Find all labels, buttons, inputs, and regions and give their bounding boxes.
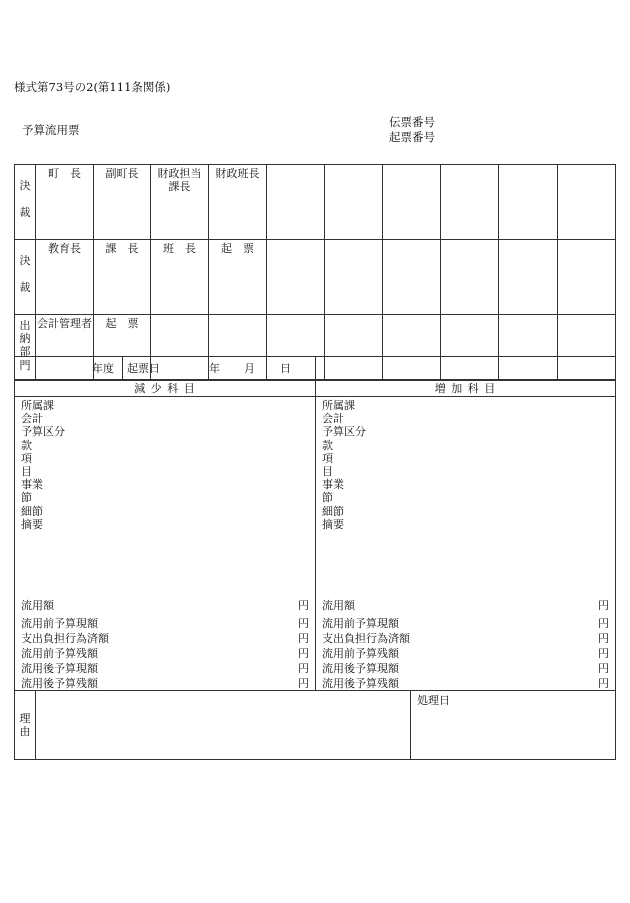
approval-row-2 <box>15 240 616 315</box>
increase-header: 増 加 科 目 <box>316 381 616 397</box>
approval-row-1 <box>15 165 616 240</box>
fiscal-year-label: 年度 <box>92 361 114 375</box>
decrease-section[interactable]: 所属課 会計 予算区分 款 項 目 事業 節 細節 摘要 流用額 円 流用前予算現額 円 支出負担行為済額 円 流用前予算残額 円 流用後予算現額 円 流用後予算残額 円 <box>15 397 316 691</box>
kihyo-number-label: 起票番号 <box>389 130 435 144</box>
section-header-row <box>15 381 616 397</box>
decrease-field-list: 所属課 会計 予算区分 款 項 目 事業 節 細節 摘要 <box>21 399 65 531</box>
suito-bumon-label: 出 納 部 門 <box>15 315 36 380</box>
approval-empty-cell[interactable] <box>325 240 383 315</box>
increase-section[interactable]: 所属課 会計 予算区分 款 項 目 事業 節 細節 摘要 流用額 円 流用前予算現額 円 支出負担行為済額 円 流用前予算残額 円 流用後予算現額 円 流用後予算残額 円 <box>316 397 616 691</box>
approval-empty-cell[interactable] <box>558 240 616 315</box>
approver-mayor[interactable]: 町 長 <box>36 165 94 240</box>
approver-drafter[interactable]: 起 票 <box>209 240 267 315</box>
approval-empty-cell[interactable] <box>267 240 325 315</box>
fiscal-year-cell[interactable] <box>15 357 123 381</box>
kessai-label: 決 裁 <box>15 165 36 240</box>
year-label: 年 <box>209 362 220 375</box>
day-label: 日 <box>280 362 291 375</box>
form-title: 予算流用票 <box>22 123 80 137</box>
draft-date-cell[interactable] <box>123 357 316 381</box>
approver-section-chief[interactable]: 課 長 <box>94 240 151 315</box>
increase-field-list: 所属課 会計 予算区分 款 項 目 事業 節 細節 摘要 <box>322 399 366 531</box>
approver-finance-section-chief[interactable]: 財政担当 課長 <box>151 165 209 240</box>
transfer-form <box>14 356 616 760</box>
processed-date-cell[interactable] <box>411 691 616 760</box>
approval-empty-cell[interactable] <box>383 165 441 240</box>
draft-date-label: 起票日 <box>127 362 160 375</box>
approval-empty-cell[interactable] <box>441 240 499 315</box>
approval-empty-cell[interactable] <box>267 165 325 240</box>
approval-empty-cell[interactable] <box>441 165 499 240</box>
form-number: 様式第73号の2(第111条関係) <box>14 80 171 94</box>
reason-label: 理 由 <box>15 691 36 760</box>
decrease-header: 減 少 科 目 <box>15 381 316 397</box>
approval-empty-cell[interactable] <box>325 165 383 240</box>
denpyo-number-label: 伝票番号 <box>389 115 435 129</box>
reason-field[interactable] <box>36 691 411 760</box>
kessai-label: 決 裁 <box>15 240 36 315</box>
approver-superintendent[interactable]: 教育長 <box>36 240 94 315</box>
approver-team-leader[interactable]: 班 長 <box>151 240 209 315</box>
account-detail-row <box>15 397 616 691</box>
approver-finance-team-leader[interactable]: 財政班長 <box>209 165 267 240</box>
approval-empty-cell[interactable] <box>499 165 558 240</box>
approval-grid <box>14 164 616 380</box>
approval-empty-cell[interactable] <box>499 240 558 315</box>
approver-accounting-manager[interactable]: 会計管理者 <box>36 315 94 380</box>
reason-row <box>15 691 616 760</box>
approver-deputy-mayor[interactable]: 副町長 <box>94 165 151 240</box>
month-label: 月 <box>244 362 255 375</box>
processed-date-label: 処理日 <box>417 694 450 707</box>
approval-empty-cell[interactable] <box>383 240 441 315</box>
approval-empty-cell[interactable] <box>558 165 616 240</box>
date-row <box>15 357 616 381</box>
date-row-empty[interactable] <box>316 357 616 381</box>
approver-drafter[interactable]: 起 票 <box>94 315 151 380</box>
